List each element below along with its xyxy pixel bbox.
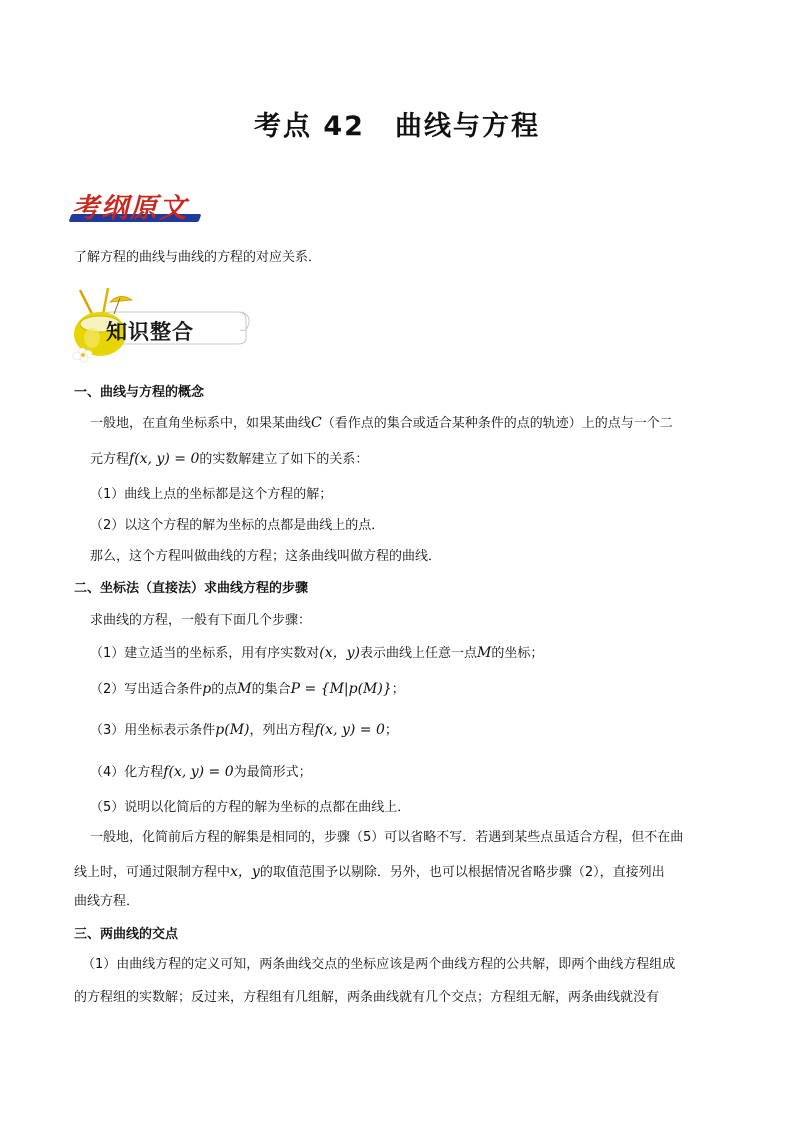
set-P: P = {M|p(M)} [290,681,392,697]
title-part2: 曲线与方程 [394,111,540,142]
page-title [0,104,794,143]
coord-pair: (x，y) [319,645,361,661]
var-p: p [202,681,212,697]
section3-para-line1: （1）由曲线方程的定义可知，两条曲线交点的坐标应该是两个曲线方程的公共解，即两个曲线方程组成 [82,957,676,972]
equation-fxy: f(x, y) = 0 [129,451,200,467]
knowledge-banner [62,288,252,362]
title-part1: 考点 42 [254,111,365,142]
section1-item1: （1）曲线上点的坐标都是这个方程的解； [90,487,333,502]
step3: （3）用坐标表示条件p(M)，列出方程f(x, y) = 0； [90,722,398,738]
section1-para-line1: 一般地，在直角坐标系中，如果某曲线C（看作点的集合或适合某种条件的点的轨迹）上的点与一个二 [90,415,673,431]
step5: （5）说明以化简后的方程的解为坐标的点都在曲线上． [90,800,411,815]
section1-para-line2: 元方程f(x, y) = 0的实数解建立了如下的关系： [90,451,369,467]
var-M: M [237,681,252,697]
step4: （4）化方程f(x, y) = 0为最简形式； [90,764,312,780]
outline-text: 了解方程的曲线与曲线的方程的对应关系． [74,250,322,265]
vars-xy: x，y [230,864,260,880]
outline-banner-text: 考纲原文 [72,193,188,224]
section1-item2: （2）以这个方程的解为坐标的点都是曲线上的点． [90,518,385,533]
var-C: C [311,415,322,431]
section1-heading: 一、曲线与方程的概念 [74,385,205,400]
section2-heading: 二、坐标法（直接法）求曲线方程的步骤 [74,581,309,596]
section2-note-line3: 曲线方程． [74,894,140,909]
section2-note-line2: 线上时，可通过限制方程中x，y的取值范围予以剔除．另外，也可以根据情况省略步骤（2），直接列出 [74,864,665,880]
step2: （2）写出适合条件p的点M的集合P = {M|p(M)}； [90,681,405,697]
outline-banner [70,186,202,230]
equation-fxy: f(x, y) = 0 [163,764,234,780]
condition-pM: p(M) [215,722,250,738]
knowledge-banner-text: 知识整合 [106,319,194,344]
section3-para-line2: 的方程组的实数解；反过来，方程组有几组解，两条曲线就有几个交点；方程组无解，两条曲线就没有 [74,990,660,1005]
section1-conclusion: 那么，这个方程叫做曲线的方程；这条曲线叫做方程的曲线． [90,549,442,564]
equation-fxy: f(x, y) = 0 [314,722,385,738]
section2-note-line1: 一般地，化简前后方程的解集是相同的，步骤（5）可以省略不写．若遇到某些点虽适合方程，但不在曲 [90,830,684,845]
section3-heading: 三、两曲线的交点 [74,927,179,942]
var-M: M [477,645,492,661]
section2-intro: 求曲线的方程，一般有下面几个步骤： [90,613,312,628]
step1: （1）建立适当的坐标系，用有序实数对(x，y)表示曲线上任意一点M的坐标； [90,645,544,661]
